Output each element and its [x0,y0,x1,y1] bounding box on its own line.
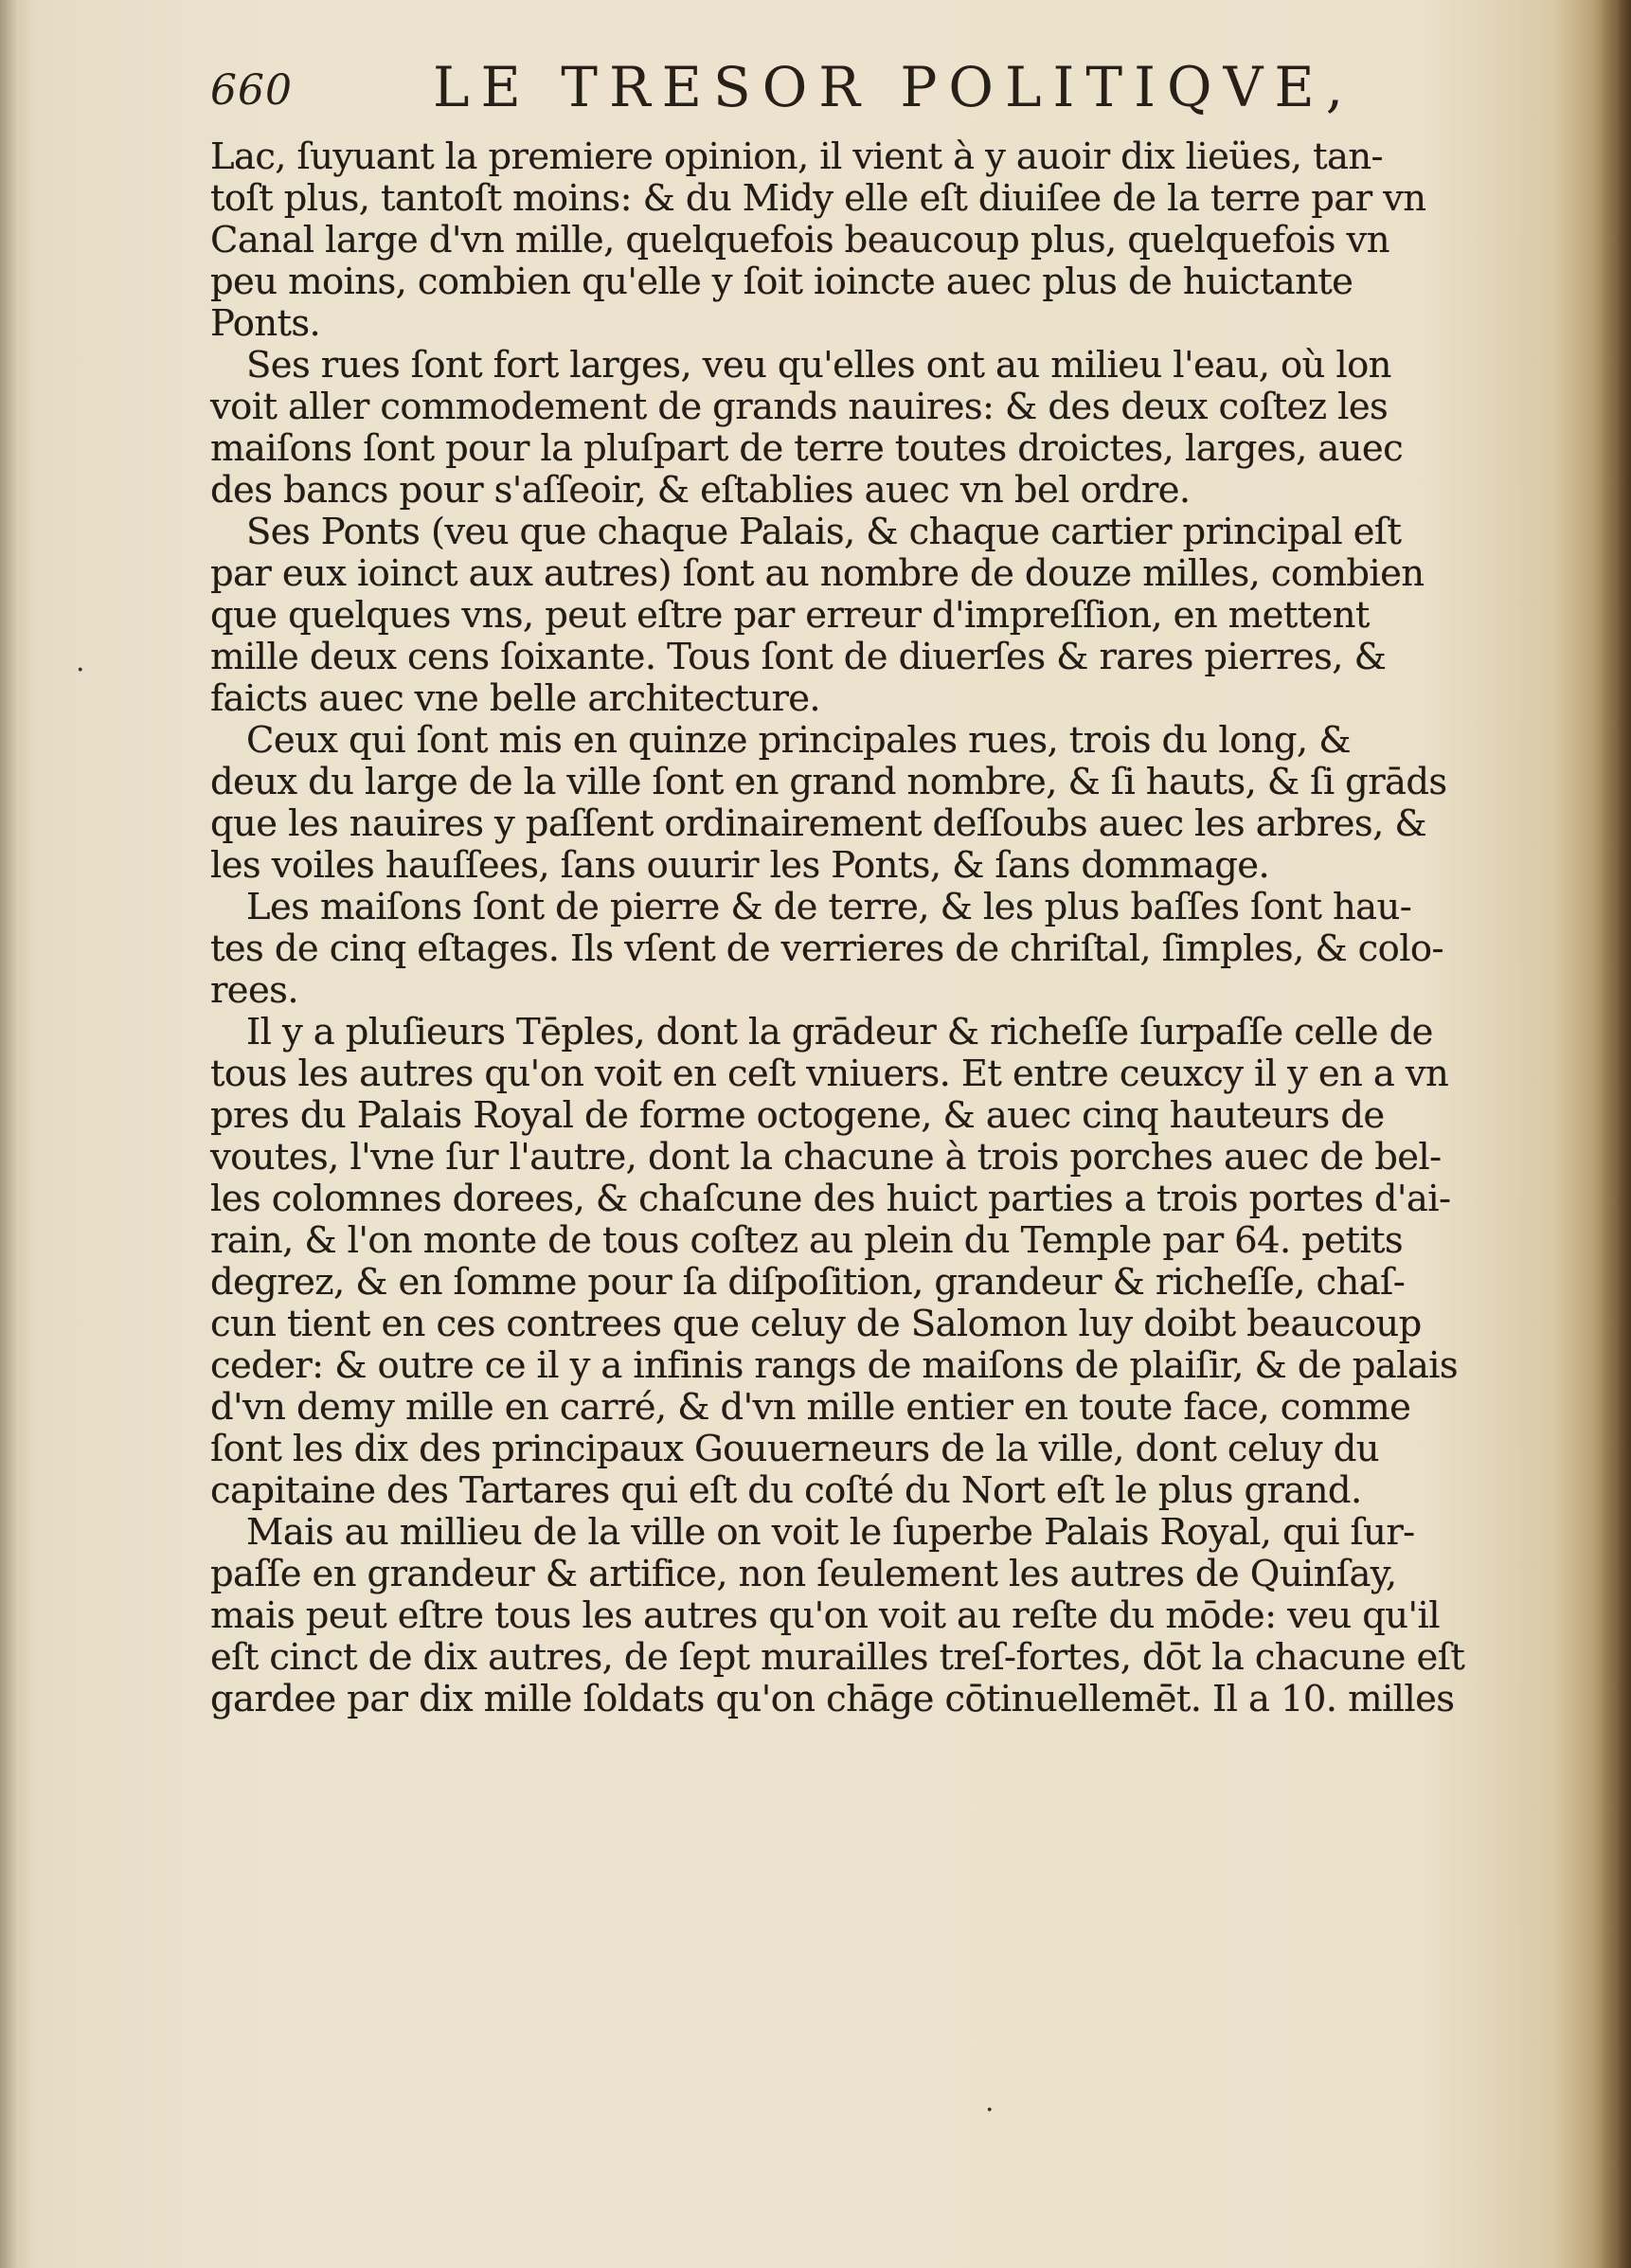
paragraph-start-line: Ses Ponts (veu que chaque Palais, & chaque cartier principal eſt [246,511,1402,553]
text-line: pres du Palais Royal de forme octogene, & auec cinq hauteurs de [210,1094,1385,1137]
text-line: voutes, l'vne ſur l'autre, dont la chacune à trois porches auec de bel- [210,1136,1442,1179]
text-line: que les nauires y paſſent ordinairement deſſoubs auec les arbres, & [210,802,1427,845]
ink-speck: · [76,654,85,687]
text-line: Lac, ſuyuant la premiere opinion, il vient à y auoir dix lieües, tan- [210,135,1383,178]
text-line: eſt cinct de dix autres, de ſept murailles treſ-fortes, dōt la chacune eſt [210,1636,1465,1679]
text-line: peu moins, combien qu'elle y ſoit ioincte auec plus de huictante [210,261,1353,303]
paragraph-start-line: Mais au millieu de la ville on voit le ſuperbe Palais Royal, qui ſur- [246,1511,1415,1554]
body-text [210,136,1470,1720]
text-line: d'vn demy mille en carré, & d'vn mille entier en toute face, comme [210,1386,1411,1429]
text-line: ceder: & outre ce il y a infinis rangs de maiſons de plaiſir, & de palais [210,1344,1459,1387]
text-line: tous les autres qu'on voit en ceſt vniuers. Et entre ceuxcy il y en a vn [210,1053,1449,1095]
paragraph-start-line: Il y a pluſieurs Tēples, dont la grādeur & richeſſe ſurpaſſe celle de [246,1011,1433,1053]
text-line: des bancs pour s'aſſeoir, & eſtablies auec vn bel ordre. [210,469,1191,512]
text-line: gardee par dix mille ſoldats qu'on chāge cōtinuellemēt. Il a 10. milles [210,1678,1455,1720]
text-line: ſont les dix des principaux Gouuerneurs de la ville, dont celuy du [210,1428,1379,1470]
text-line: rees. [210,969,298,1012]
text-line: Canal large d'vn mille, quelquefois beaucoup plus, quelquefois vn [210,219,1389,261]
page-edge-shadow [1593,0,1631,2268]
text-line: que quelques vns, peut eſtre par erreur d'impreſſion, en mettent [210,594,1370,637]
text-line: faicts auec vne belle architecture. [210,677,821,720]
text-line: par eux ioinct aux autres) ſont au nombre de douze milles, combien [210,552,1425,595]
text-line: les colomnes dorees, & chaſcune des huict parties a trois portes d'ai- [210,1178,1451,1220]
running-title: LE TRESOR POLITIQVE, [433,55,1355,119]
text-line: tes de cinq eſtages. Ils vſent de verrieres de chriſtal, ſimples, & colo- [210,927,1443,970]
text-line: mille deux cens ſoixante. Tous ſont de diuerſes & rares pierres, & [210,636,1387,678]
text-line: les voiles hauſſees, ſans ouurir les Ponts, & ſans dommage. [210,844,1270,887]
page-number: 660 [210,66,293,115]
text-line: Ponts. [210,302,321,345]
binding-gutter [0,0,17,2268]
text-line: maiſons ſont pour la pluſpart de terre toutes droictes, larges, auec [210,427,1404,470]
paragraph-start-line: Ceux qui ſont mis en quinze principales rues, trois du long, & [246,719,1351,762]
text-line: mais peut eſtre tous les autres qu'on voit au reſte du mōde: veu qu'il [210,1594,1440,1637]
text-line: deux du large de la ville ſont en grand nombre, & ſi hauts, & ſi grāds [210,761,1447,803]
text-line: degrez, & en ſomme pour ſa diſpoſition, grandeur & richeſſe, chaſ- [210,1261,1406,1304]
text-line: capitaine des Tartares qui eſt du coſté du Nort eſt le plus grand. [210,1469,1362,1512]
text-line: voit aller commodement de grands nauires: & des deux coſtez les [210,386,1389,428]
ink-speck: · [985,2094,995,2127]
paragraph-start-line: Les maiſons ſont de pierre & de terre, & les plus baſſes ſont hau- [246,886,1412,928]
text-line: toſt plus, tantoſt moins: & du Midy elle eſt diuiſee de la terre par vn [210,177,1426,220]
paragraph-start-line: Ses rues ſont fort larges, veu qu'elles ont au milieu l'eau, où lon [246,344,1391,387]
text-line: cun tient en ces contrees que celuy de Salomon luy doibt beaucoup [210,1303,1422,1345]
text-line: paſſe en grandeur & artifice, non ſeulement les autres de Quinſay, [210,1553,1397,1595]
running-head [210,55,1355,131]
text-line: rain, & l'on monte de tous coſtez au plein du Temple par 64. petits [210,1219,1404,1262]
